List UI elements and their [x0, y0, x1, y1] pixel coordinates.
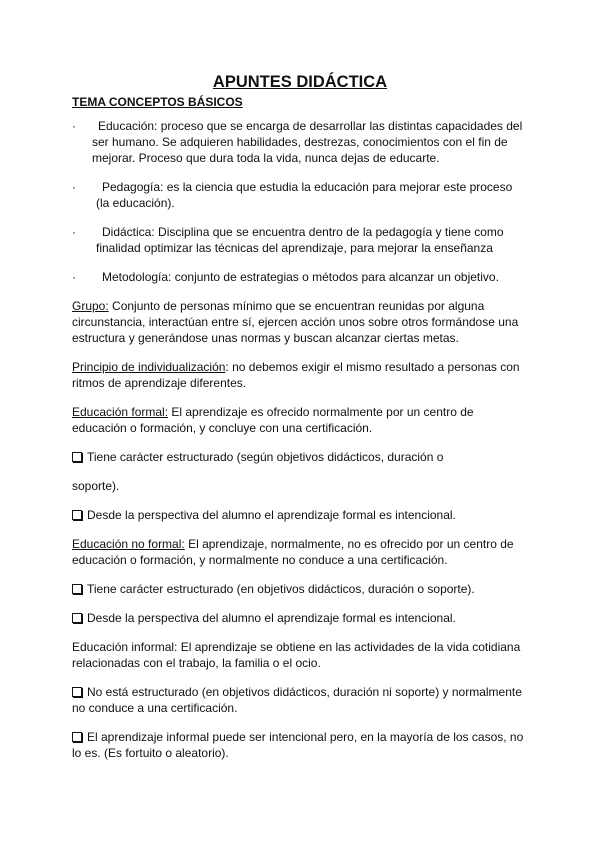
informal-paragraph: Educación informal: El aprendizaje se obtiene en las actividades de la vida cotidiana relacionadas con el trabajo, la familia o el ocio. — [72, 640, 521, 670]
checkbox-icon — [72, 687, 82, 697]
principio-term: Principio de individualización — [72, 360, 226, 374]
formal-check-1: Tiene carácter estructurado (según objetivos didácticos, duración o — [72, 449, 528, 465]
formal-paragraph — [72, 404, 528, 436]
no-formal-paragraph — [72, 536, 528, 568]
informal-check-2: El aprendizaje informal puede ser intencional pero, en la mayoría de los casos, no lo es. (Es fortuito o aleatorio). — [72, 730, 524, 760]
bullet-text-rest: (la educación). — [96, 196, 175, 210]
section-heading: TEMA CONCEPTOS BÁSICOS — [72, 95, 243, 109]
document-page — [72, 72, 528, 761]
bullet-marker: · — [72, 270, 76, 284]
bullet-didactica — [72, 224, 528, 256]
formal-check-2: Desde la perspectiva del alumno el aprendizaje formal es intencional. — [72, 507, 528, 523]
no-formal-text: El aprendizaje, normalmente, no es ofrecido por un centro de educación o formación, y normalmente no conduce a una certificación. — [72, 537, 514, 567]
bullet-marker: · — [72, 119, 76, 133]
formal-text: El aprendizaje es ofrecido normalmente por un centro de educación o formación, y concluye con una certificación. — [72, 405, 474, 435]
grupo-term: Grupo: — [72, 299, 109, 313]
bullet-marker: · — [72, 225, 76, 239]
informal-check-1: No está estructurado (en objetivos didácticos, duración ni soporte) y normalmente no conduce a una certificación. — [72, 685, 522, 715]
checkbox-icon — [72, 613, 82, 623]
formal-check-1-cont: soporte). — [72, 479, 120, 493]
formal-term: Educación formal: — [72, 405, 169, 419]
no-formal-check-2: Desde la perspectiva del alumno el aprendizaje formal es intencional. — [72, 610, 528, 626]
bullet-text-first: Educación: proceso que se encarga de desarrollar las distintas capacidades del — [98, 119, 523, 133]
grupo-paragraph — [72, 298, 528, 346]
bullet-metodologia — [72, 269, 528, 285]
document-title: APUNTES DIDÁCTICA — [212, 73, 388, 91]
checkbox-icon — [72, 510, 82, 520]
bullet-text-first: Didáctica: Disciplina que se encuentra dentro de la pedagogía y tiene como — [102, 225, 504, 239]
bullet-text-first: Pedagogía: es la ciencia que estudia la educación para mejorar este proceso — [102, 180, 513, 194]
no-formal-check-1: Tiene carácter estructurado (en objetivos didácticos, duración o soporte). — [72, 581, 528, 597]
checkbox-icon — [72, 732, 82, 742]
bullet-text-first: Metodología: conjunto de estrategias o métodos para alcanzar un objetivo. — [102, 270, 499, 284]
grupo-text: Conjunto de personas mínimo que se encuentran reunidas por alguna circunstancia, interactúan entre sí, ejercen acción unos sobre otros formándose una estructura y generándose unas normas y buscan alcanzar ciertas metas. — [72, 299, 519, 345]
bullet-marker: · — [72, 180, 76, 194]
bullet-text-rest: ser humano. Se adquieren habilidades, destrezas, conocimientos con el fin de mejorar. Proceso que dura toda la vida, nunca dejas de educarte. — [92, 135, 508, 165]
bullet-pedagogia — [72, 179, 528, 211]
principio-paragraph — [72, 359, 528, 391]
bullet-educacion — [72, 118, 528, 166]
principio-text: : no debemos exigir el mismo resultado a personas con ritmos de aprendizaje diferentes. — [72, 360, 520, 390]
checkbox-icon — [72, 584, 82, 594]
no-formal-term: Educación no formal: — [72, 537, 185, 551]
bullet-text-rest: finalidad optimizar las técnicas del aprendizaje, para mejorar la enseñanza — [96, 241, 493, 255]
checkbox-icon — [72, 452, 82, 462]
